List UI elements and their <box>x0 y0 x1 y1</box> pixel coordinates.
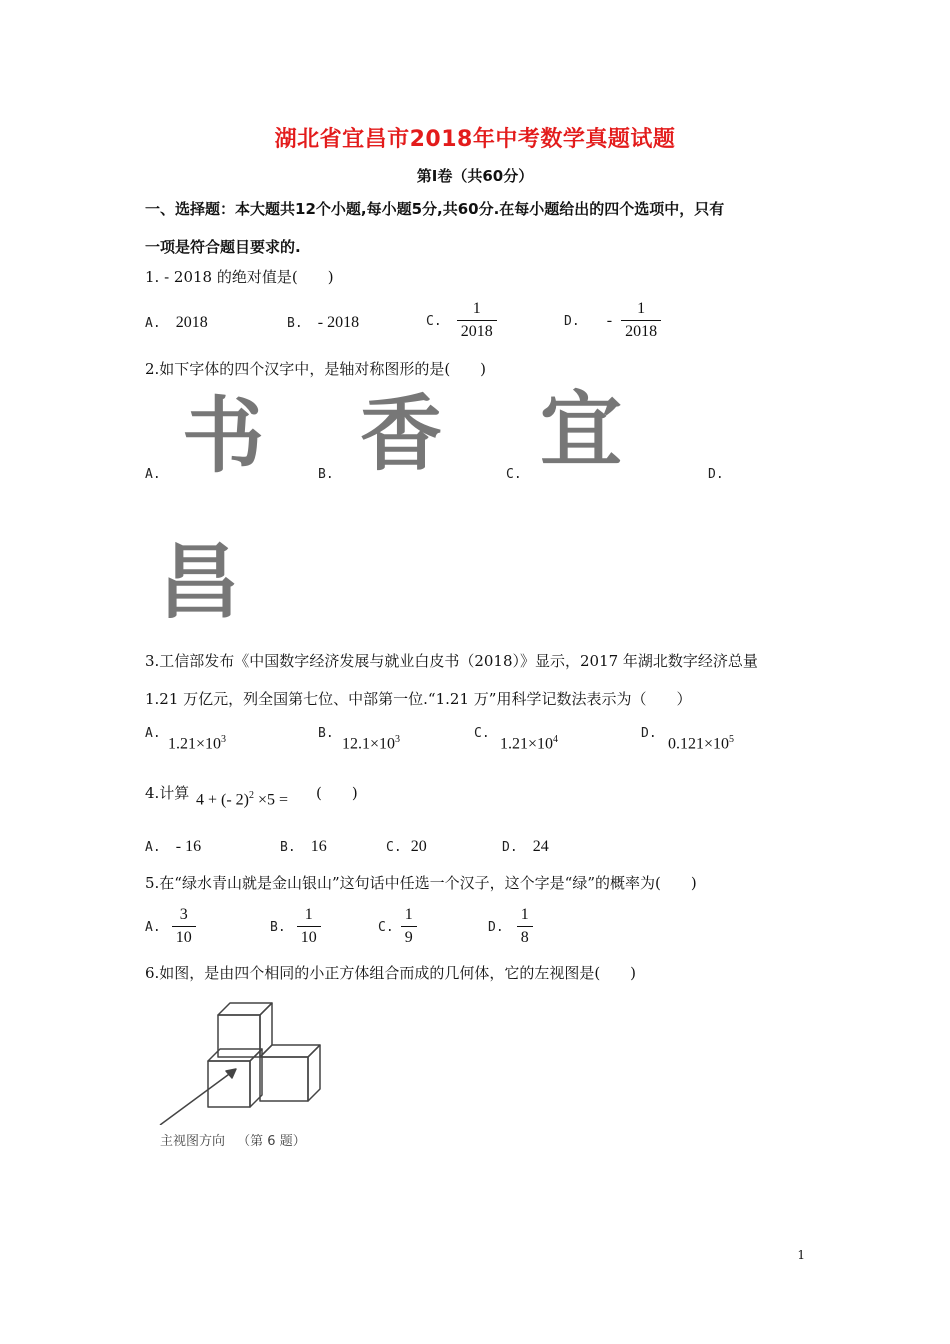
question-3-stem-line1: 3.工信部发布《中国数字经济发展与就业白皮书（2018）》显示，2017 年湖北数字经济总量 <box>145 652 758 670</box>
question-2-option-b-label: B. <box>318 467 334 482</box>
cube-top-front <box>218 1015 260 1057</box>
option-label: C. <box>474 726 490 741</box>
option-label: B. <box>280 840 296 855</box>
question-3-stem-line2: 1.21 万亿元，列全国第七位、中部第一位.“1.21 万”用科学记数法表示为（ ） <box>145 690 692 708</box>
question-2-option-d-label: D. <box>708 467 724 482</box>
question-4-blank: ( ) <box>316 784 358 802</box>
option-label: D. <box>641 726 657 741</box>
question-4-option-b <box>280 836 327 856</box>
page-number: 1 <box>797 1248 805 1262</box>
exponent: 4 <box>553 734 559 745</box>
option-value: 16 <box>310 838 327 855</box>
fraction <box>401 904 417 949</box>
question-1-option-b <box>287 312 359 332</box>
denominator: 9 <box>401 926 417 949</box>
question-5-option-a <box>145 904 196 949</box>
minus-sign: - <box>606 312 613 329</box>
exponent: 3 <box>221 734 227 745</box>
question-5-option-d <box>488 904 533 949</box>
figure-caption-number: （第 6 题） <box>237 1134 306 1149</box>
question-3-option-b-value <box>342 734 400 753</box>
denominator: 10 <box>297 926 321 949</box>
cube-right-topface <box>260 1045 320 1057</box>
question-3-option-b <box>318 722 334 741</box>
numerator: 1 <box>304 906 313 923</box>
numerator: 1 <box>637 300 646 317</box>
fraction <box>172 904 196 949</box>
question-3-option-c-value <box>500 734 558 753</box>
option-label: D. <box>564 314 580 329</box>
option-label: A. <box>145 920 161 935</box>
question-4-stem: 4.计算 <box>145 784 190 802</box>
option-label: C. <box>386 840 402 855</box>
question-1-option-a <box>145 312 208 332</box>
view-direction-line <box>160 1069 236 1125</box>
view-direction-arrowhead <box>226 1069 236 1078</box>
exponent: 3 <box>395 734 401 745</box>
numerator: 1 <box>472 300 481 317</box>
denominator: 2018 <box>621 320 661 343</box>
figure-caption-direction: 主视图方向 <box>160 1134 226 1149</box>
question-5-stem: 5.在“绿水青山就是金山银山”这句话中任选一个汉子，这个字是“绿”的概率为( ) <box>145 874 697 892</box>
numerator: 1 <box>404 906 413 923</box>
expression-tail: ×5 = <box>254 791 289 809</box>
numerator: 1 <box>520 906 529 923</box>
fraction <box>517 904 533 949</box>
fraction <box>621 298 661 343</box>
numerator: 3 <box>179 906 188 923</box>
question-4-expression <box>196 790 288 809</box>
denominator: 2018 <box>457 320 497 343</box>
base: 1.21×10 <box>500 735 554 753</box>
option-label: B. <box>287 316 303 331</box>
glyph-shu: 书 <box>182 389 265 484</box>
exponent: 5 <box>729 734 735 745</box>
cube-figure <box>150 995 350 1125</box>
section-instructions-line2: 一项是符合题目要求的. <box>145 238 301 256</box>
question-2-option-a-label: A. <box>145 467 161 482</box>
option-label: C. <box>426 314 442 329</box>
question-4-option-c <box>386 836 427 856</box>
base: 1.21×10 <box>168 735 222 753</box>
expression-base: 4 + (- 2) <box>196 791 250 809</box>
base: 0.121×10 <box>668 735 730 753</box>
question-2-option-c-label: C. <box>506 467 522 482</box>
option-label: A. <box>145 840 161 855</box>
option-value: 20 <box>410 838 427 855</box>
question-3-option-c <box>474 722 490 741</box>
fraction <box>457 298 497 343</box>
question-5-option-c <box>378 904 417 949</box>
question-3-option-a <box>145 722 161 741</box>
question-3-option-d <box>641 722 657 741</box>
glyph-xiang: 香 <box>360 387 443 482</box>
glyph-chang: 昌 <box>158 535 241 630</box>
question-1-stem: 1. - 2018 的绝对值是( ) <box>145 268 334 286</box>
option-value: 2018 <box>175 314 208 331</box>
cube-left-topface <box>208 1049 262 1061</box>
part-heading: 第Ⅰ卷（共60分） <box>416 167 534 185</box>
question-4-option-d <box>502 836 549 856</box>
option-value: - 16 <box>175 838 202 855</box>
cube-right-front <box>260 1057 308 1101</box>
question-6-stem: 6.如图，是由四个相同的小正方体组合而成的几何体，它的左视图是( ) <box>145 964 637 982</box>
option-label: D. <box>502 840 518 855</box>
question-2-stem: 2.如下字体的四个汉字中，是轴对称图形的是( ) <box>145 360 487 378</box>
denominator: 8 <box>517 926 533 949</box>
base: 12.1×10 <box>342 735 396 753</box>
option-label: D. <box>488 920 504 935</box>
question-5-option-b <box>270 904 321 949</box>
question-4-option-a <box>145 836 201 856</box>
option-value: 24 <box>532 838 549 855</box>
figure-caption <box>160 1130 306 1149</box>
glyph-yi: 宜 <box>540 383 623 478</box>
question-3-option-a-value <box>168 734 226 753</box>
document-title: 湖北省宜昌市2018年中考数学真题试题 <box>274 127 676 152</box>
denominator: 10 <box>172 926 196 949</box>
option-label: A. <box>145 316 161 331</box>
option-label: C. <box>378 920 394 935</box>
question-3-option-d-value <box>668 734 734 753</box>
question-1-option-c <box>426 298 497 343</box>
section-instructions-line1: 一、选择题：本大题共12个小题,每小题5分,共60分.在每小题给出的四个选项中，只有 <box>145 200 725 218</box>
option-value: - 2018 <box>317 314 360 331</box>
option-label: B. <box>270 920 286 935</box>
fraction <box>297 904 321 949</box>
cube-right-side <box>308 1045 320 1101</box>
option-label: A. <box>145 726 161 741</box>
option-label: B. <box>318 726 334 741</box>
question-1-option-d <box>564 298 661 343</box>
cube-top-face <box>218 1003 272 1015</box>
cube-left-front <box>208 1061 250 1107</box>
expression-exponent: 2 <box>249 790 255 801</box>
